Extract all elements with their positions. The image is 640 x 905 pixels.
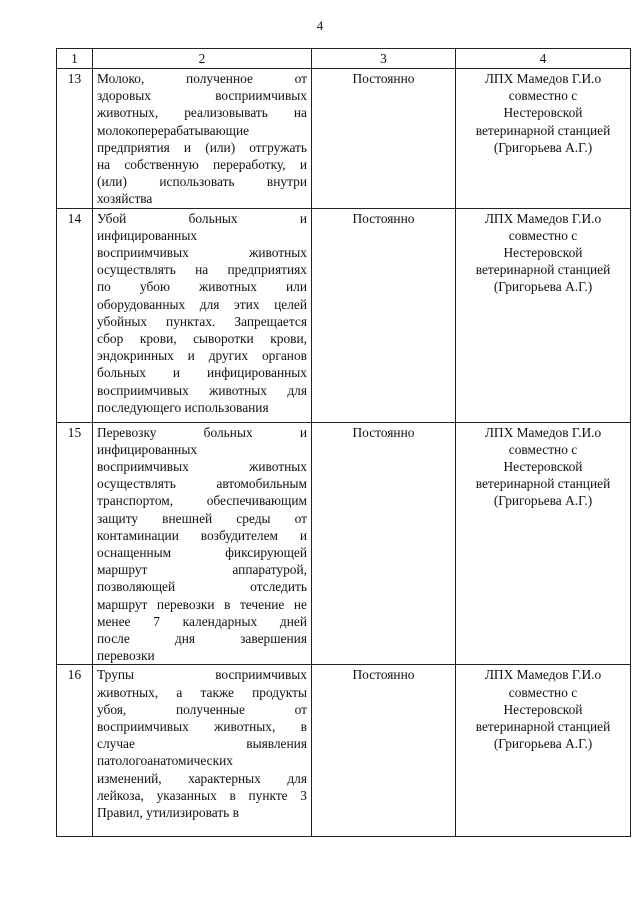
- measure-text-line: лейкоза, указанных в пункте 3: [97, 787, 307, 803]
- responsible-text-line: (Григорьева А.Г.): [493, 493, 593, 509]
- measure-text-line: изменений, характерных для: [97, 770, 307, 786]
- measure-text-line: маршрут аппаратурой,: [97, 562, 307, 578]
- measure-text-line: на собственную переработку, и: [97, 157, 307, 173]
- responsible-text-line: Нестеровской: [503, 701, 583, 717]
- measure-text-line: Перевозку больных и: [97, 424, 307, 440]
- measure-text-line: восприимчивых животных для: [97, 382, 307, 398]
- term-cell: Постоянно: [312, 208, 456, 422]
- responsible-cell: [456, 69, 631, 209]
- row-number: 14: [57, 208, 93, 422]
- measure-text-line: убоя, полученные от: [97, 701, 307, 717]
- term-cell: Постоянно: [312, 422, 456, 665]
- measure-text-line: последующего использования: [97, 399, 269, 415]
- measure-text-line: здоровых восприимчивых: [97, 88, 307, 104]
- measure-text-line: инфицированных: [97, 441, 198, 457]
- table-row: [57, 208, 631, 422]
- measure-text-line: восприимчивых животных: [97, 459, 307, 475]
- measure-cell: [93, 208, 312, 422]
- responsible-text-line: совместно с: [508, 88, 578, 104]
- responsible-text-line: совместно с: [508, 684, 578, 700]
- column-header-3: 3: [312, 49, 456, 69]
- measure-text-line: маршрут перевозки в течение не: [97, 596, 307, 612]
- row-number: 16: [57, 665, 93, 837]
- responsible-text-line: совместно с: [508, 441, 578, 457]
- responsible-cell: [456, 422, 631, 665]
- measure-text-line: сбор крови, сыворотки крови,: [97, 331, 307, 347]
- measure-text-line: Убой больных и: [97, 210, 307, 226]
- table-row: [57, 69, 631, 209]
- responsible-text-line: ЛПХ Мамедов Г.И.о: [484, 71, 602, 86]
- table-row: [57, 665, 631, 837]
- measure-text-line: позволяющей отследить: [97, 579, 307, 595]
- measure-text-line: Молоко, полученное от: [97, 71, 307, 86]
- measure-text-line: Правил, утилизировать в: [97, 805, 239, 821]
- row-number: 13: [57, 69, 93, 209]
- responsible-text-line: ЛПХ Мамедов Г.И.о: [484, 210, 602, 226]
- measure-text-line: осуществлять на предприятиях: [97, 262, 307, 278]
- responsible-cell: [456, 208, 631, 422]
- measures-table: [56, 48, 631, 837]
- responsible-text-line: ветеринарной станцией: [475, 476, 611, 492]
- measure-text-line: (или) использовать внутри: [97, 174, 307, 190]
- term-cell: Постоянно: [312, 69, 456, 209]
- measure-text-line: молокоперерабатывающие: [97, 122, 250, 138]
- column-header-2: 2: [93, 49, 312, 69]
- column-header-1: 1: [57, 49, 93, 69]
- responsible-text-line: (Григорьева А.Г.): [493, 736, 593, 752]
- measure-text-line: перевозки: [97, 648, 155, 664]
- responsible-text-line: Нестеровской: [503, 459, 583, 475]
- measure-cell: [93, 422, 312, 665]
- measure-text-line: Трупы восприимчивых: [97, 667, 307, 683]
- measure-text-line: менее 7 календарных дней: [97, 613, 307, 629]
- measure-text-line: контаминации возбудителем и: [97, 527, 307, 543]
- responsible-text-line: Нестеровской: [503, 105, 583, 121]
- measure-text-line: осуществлять автомобильным: [97, 476, 307, 492]
- measure-text-line: транспортом, обеспечивающим: [97, 493, 307, 509]
- measure-text-line: по убою животных или: [97, 279, 307, 295]
- responsible-cell: [456, 665, 631, 837]
- measure-text-line: случае выявления: [97, 736, 307, 752]
- measure-cell: [93, 665, 312, 837]
- responsible-text-line: (Григорьева А.Г.): [493, 139, 593, 155]
- responsible-text-line: совместно с: [508, 227, 578, 243]
- column-header-4: 4: [456, 49, 631, 69]
- page-number: 4: [316, 18, 324, 33]
- measure-text-line: хозяйства: [97, 191, 153, 207]
- measure-text-line: патологоанатомических: [97, 753, 233, 769]
- measure-text-line: эндокринных и других органов: [97, 348, 307, 364]
- responsible-text-line: ЛПХ Мамедов Г.И.о: [484, 424, 602, 440]
- responsible-text-line: ЛПХ Мамедов Г.И.о: [484, 667, 602, 683]
- responsible-text-line: (Григорьева А.Г.): [493, 279, 593, 295]
- measure-text-line: восприимчивых животных: [97, 245, 307, 261]
- measure-text-line: оборудованных для этих целей: [97, 296, 307, 312]
- measure-text-line: восприимчивых животных, в: [97, 719, 307, 735]
- measure-text-line: защиту внешней среды от: [97, 510, 307, 526]
- responsible-text-line: ветеринарной станцией: [475, 262, 611, 278]
- term-cell: Постоянно: [312, 665, 456, 837]
- measure-text-line: предприятия и (или) отгружать: [97, 139, 307, 155]
- table-row: [57, 422, 631, 665]
- row-number: 15: [57, 422, 93, 665]
- responsible-text-line: ветеринарной станцией: [475, 122, 611, 138]
- measure-text-line: оснащенным фиксирующей: [97, 545, 307, 561]
- measure-text-line: убойных пунктах. Запрещается: [97, 313, 307, 329]
- measure-text-line: животных, а также продукты: [97, 684, 307, 700]
- measure-text-line: больных и инфицированных: [97, 365, 307, 381]
- table-header-row: [57, 49, 631, 69]
- measure-text-line: инфицированных: [97, 227, 198, 243]
- measure-text-line: животных, реализовывать на: [97, 105, 307, 121]
- measure-text-line: после дня завершения: [97, 631, 307, 647]
- measure-cell: [93, 69, 312, 209]
- responsible-text-line: Нестеровской: [503, 245, 583, 261]
- responsible-text-line: ветеринарной станцией: [475, 719, 611, 735]
